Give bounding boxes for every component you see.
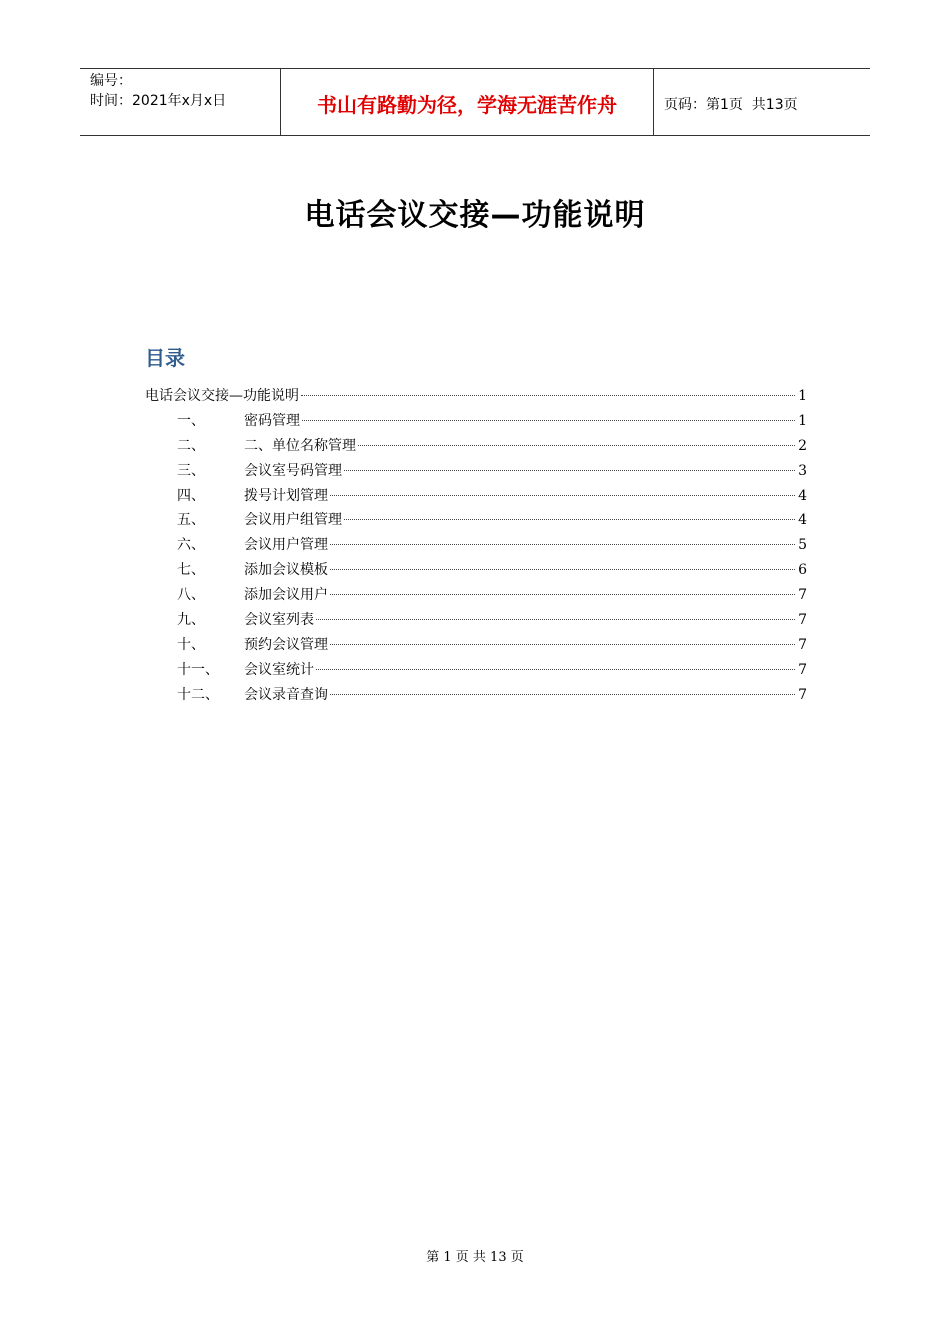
table-of-contents xyxy=(145,384,807,708)
toc-entry-page: 7 xyxy=(798,587,807,604)
document-time-label: 时间：2021年x月x日 xyxy=(90,93,227,109)
toc-entry-number: 四、 xyxy=(177,487,205,504)
toc-leader-dots xyxy=(330,644,795,645)
header-meta-cell xyxy=(80,69,281,135)
toc-entry-number: 十二、 xyxy=(177,686,219,703)
toc-entry-number: 九、 xyxy=(177,612,205,629)
toc-entry-text: 电话会议交接—功能说明 xyxy=(145,388,299,404)
page-footer xyxy=(0,1246,950,1265)
toc-entry-page: 4 xyxy=(798,487,807,504)
toc-entry-text: 预约会议管理 xyxy=(244,636,328,653)
header-page-info: 页码：第1页 共13页 xyxy=(664,96,798,113)
page-header xyxy=(80,68,870,136)
toc-entry-number: 五、 xyxy=(177,512,205,529)
toc-entry-text: 会议室统计 xyxy=(244,661,314,678)
toc-entry-text: 添加会议模板 xyxy=(244,562,328,579)
toc-entry[interactable] xyxy=(145,434,807,459)
toc-entry-page: 3 xyxy=(798,462,807,479)
toc-leader-dots xyxy=(316,669,795,670)
toc-heading: 目录 xyxy=(145,346,185,370)
toc-entry-page: 7 xyxy=(798,612,807,629)
toc-leader-dots xyxy=(301,395,795,396)
document-number-label: 编号： xyxy=(90,73,132,89)
toc-entry-number: 七、 xyxy=(177,562,205,579)
toc-leader-dots xyxy=(316,619,795,620)
toc-entry-text: 会议用户管理 xyxy=(244,537,328,554)
toc-entry[interactable] xyxy=(145,384,807,409)
toc-entry-page: 4 xyxy=(798,512,807,529)
toc-entry-page: 7 xyxy=(798,686,807,703)
toc-leader-dots xyxy=(330,495,795,496)
toc-entry-number: 一、 xyxy=(177,412,205,429)
toc-entry-page: 7 xyxy=(798,636,807,653)
toc-entry-text: 密码管理 xyxy=(244,412,300,429)
toc-entry-text: 会议室号码管理 xyxy=(244,462,342,479)
toc-entry[interactable] xyxy=(145,608,807,633)
toc-entry[interactable] xyxy=(145,683,807,708)
toc-leader-dots xyxy=(330,569,795,570)
toc-entry[interactable] xyxy=(145,558,807,583)
toc-entry-number: 六、 xyxy=(177,537,205,554)
toc-entry[interactable] xyxy=(145,409,807,434)
toc-entry-page: 7 xyxy=(798,661,807,678)
toc-leader-dots xyxy=(344,470,795,471)
toc-entry-text: 会议室列表 xyxy=(244,612,314,629)
toc-entry-page: 1 xyxy=(798,412,807,429)
toc-entry-page: 5 xyxy=(798,537,807,554)
toc-entry-number: 十、 xyxy=(177,636,205,653)
toc-entry-number: 三、 xyxy=(177,462,205,479)
toc-entry[interactable] xyxy=(145,484,807,509)
toc-entry-text: 会议录音查询 xyxy=(244,686,328,703)
document-title: 电话会议交接—功能说明 xyxy=(304,198,646,233)
toc-entry[interactable] xyxy=(145,459,807,484)
toc-leader-dots xyxy=(330,694,795,695)
toc-entry-page: 2 xyxy=(798,437,807,454)
toc-leader-dots xyxy=(302,420,795,421)
toc-leader-dots xyxy=(330,594,795,595)
header-page-cell xyxy=(654,69,870,135)
header-motto-cell xyxy=(281,69,654,135)
toc-entry-number: 十一、 xyxy=(177,661,219,678)
toc-leader-dots xyxy=(358,445,795,446)
toc-entry[interactable] xyxy=(145,658,807,683)
toc-leader-dots xyxy=(330,544,795,545)
toc-entry-text: 会议用户组管理 xyxy=(244,512,342,529)
toc-leader-dots xyxy=(344,519,795,520)
toc-entry[interactable] xyxy=(145,633,807,658)
toc-entry-text: 添加会议用户 xyxy=(244,587,328,604)
toc-entry-page: 6 xyxy=(798,562,807,579)
toc-entry[interactable] xyxy=(145,533,807,558)
toc-entry-text: 拨号计划管理 xyxy=(244,487,328,504)
header-motto: 书山有路勤为径，学海无涯苦作舟 xyxy=(317,93,617,117)
footer-page-number: 第 1 页 共 13 页 xyxy=(426,1250,524,1265)
toc-entry-number: 二、 xyxy=(177,437,205,454)
toc-entry-page: 1 xyxy=(798,388,807,404)
toc-entry-text: 二、单位名称管理 xyxy=(244,437,356,454)
toc-entry[interactable] xyxy=(145,583,807,608)
toc-entry[interactable] xyxy=(145,508,807,533)
toc-entry-number: 八、 xyxy=(177,587,205,604)
